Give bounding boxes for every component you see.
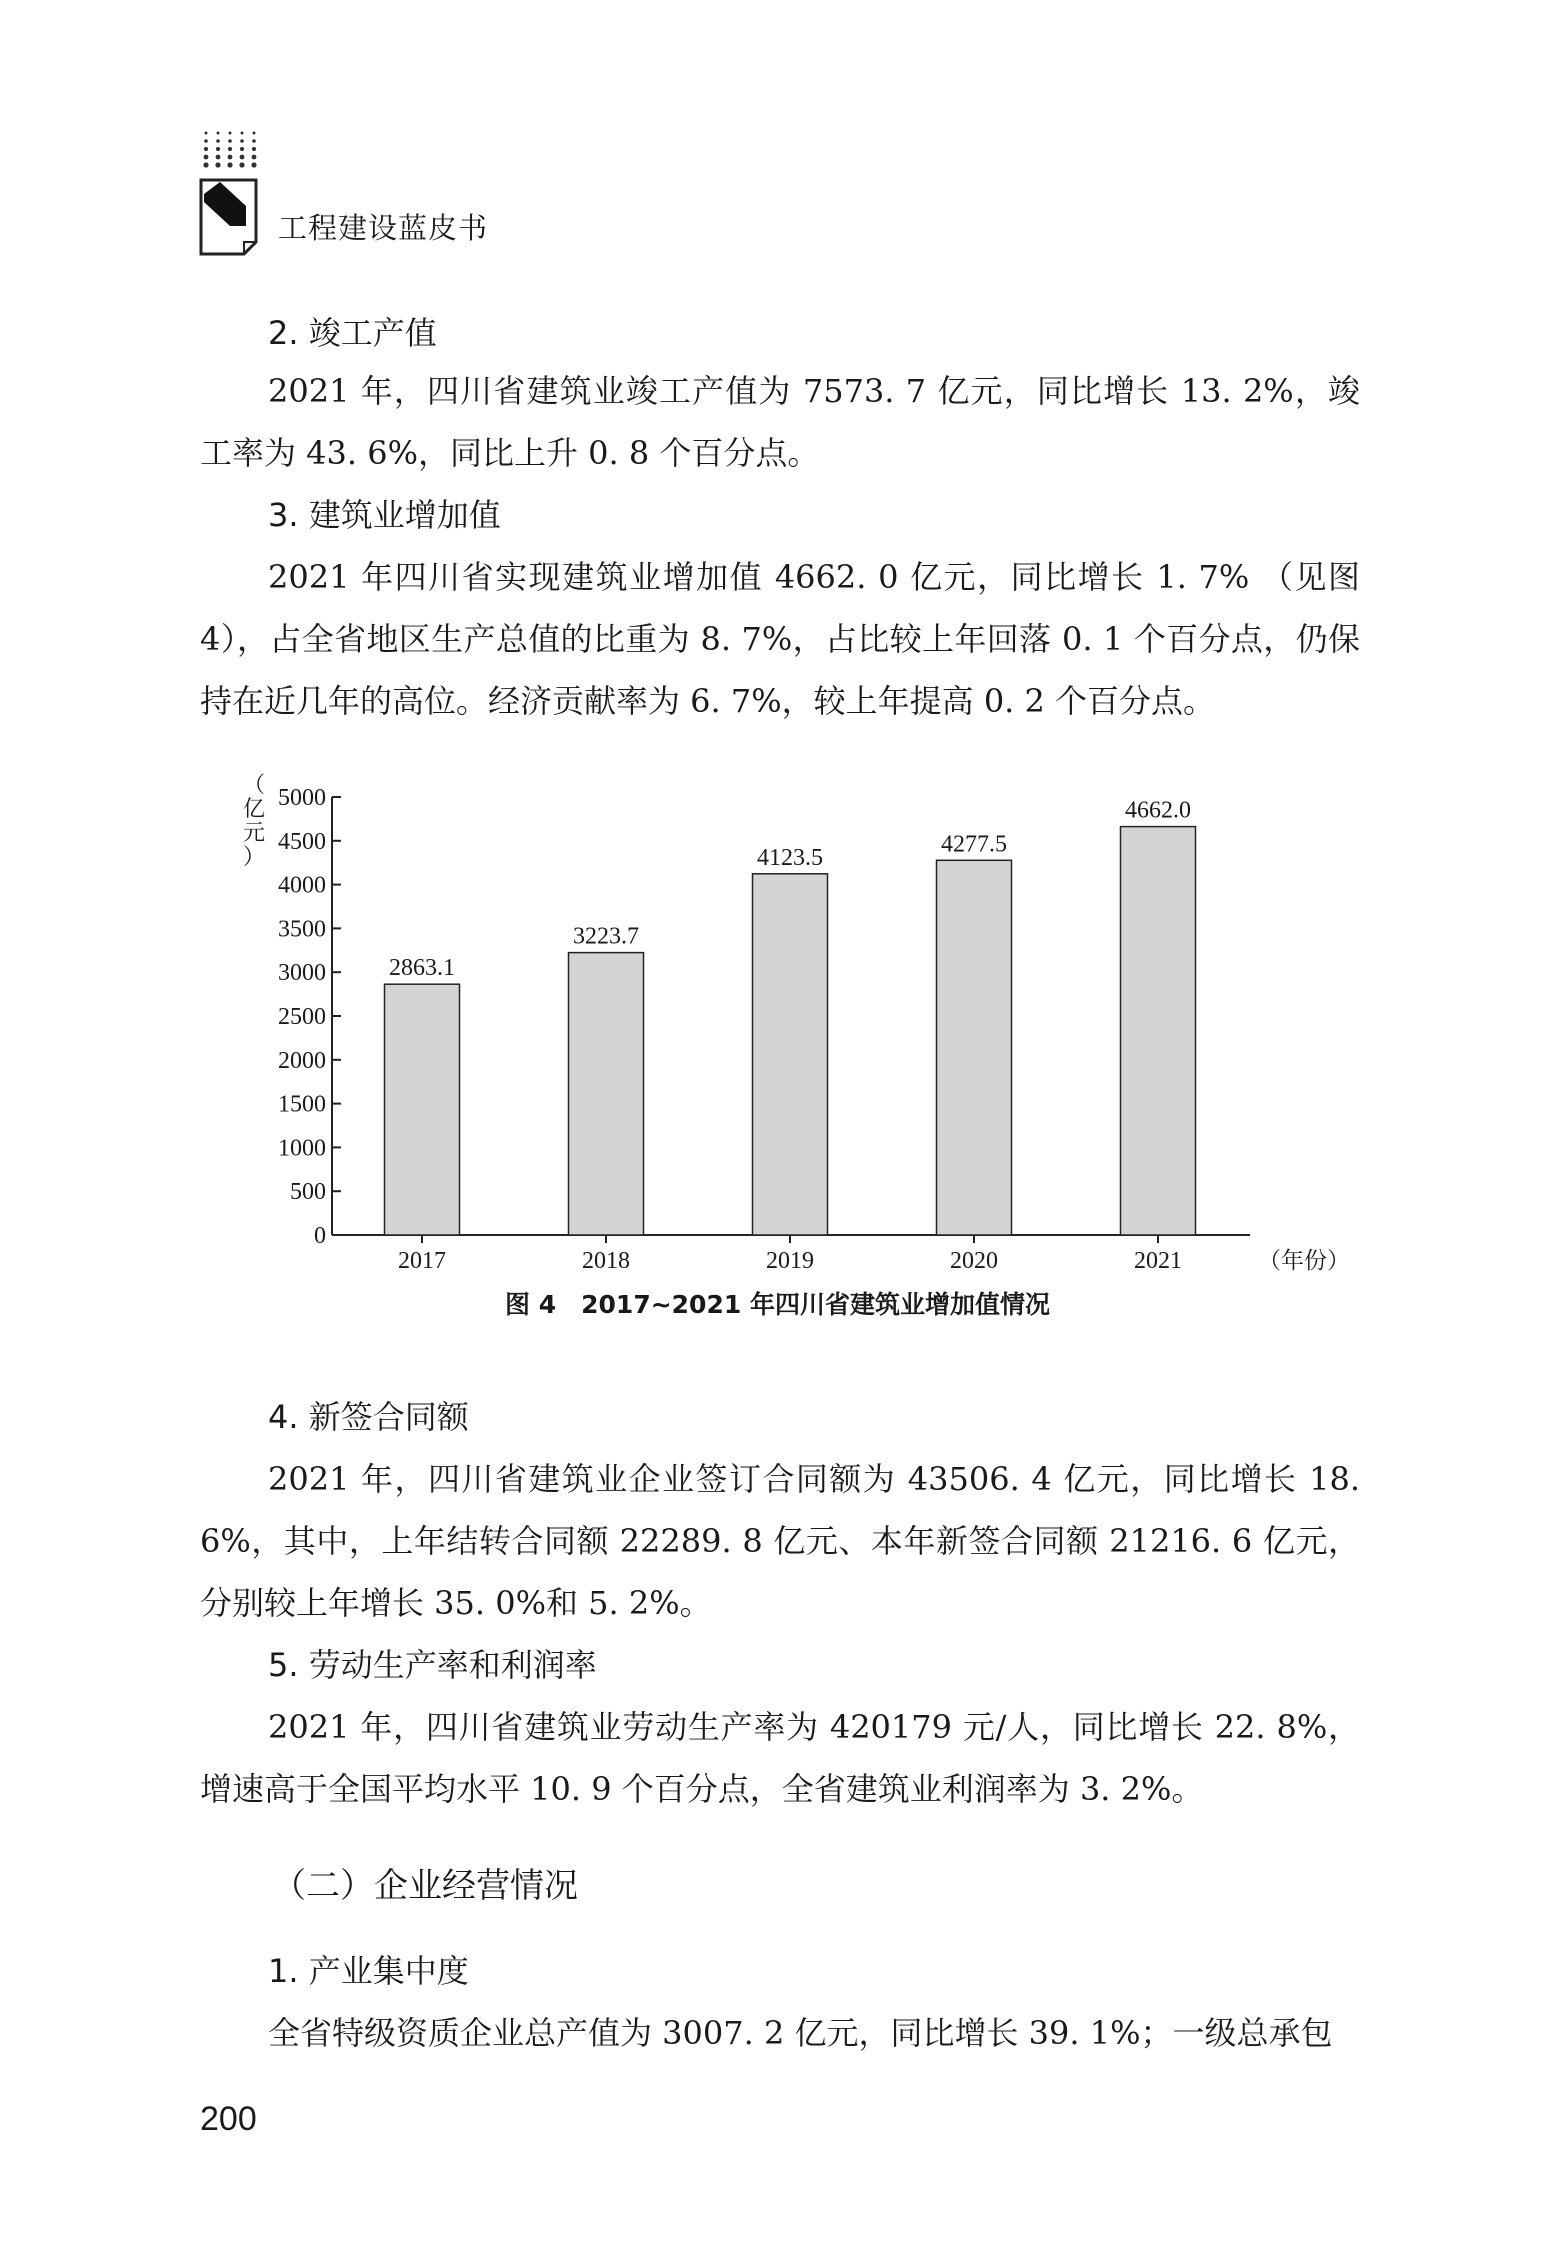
bar-value-label-2019: 4123.5 bbox=[757, 844, 823, 871]
bar-2021 bbox=[1121, 827, 1196, 1235]
bar-2017 bbox=[385, 984, 460, 1235]
header-title: 工程建设蓝皮书 bbox=[278, 211, 489, 245]
x-tick-label-2021: 2021 bbox=[1134, 1248, 1182, 1274]
bar-2020 bbox=[937, 860, 1012, 1235]
book-series-logo bbox=[198, 130, 268, 260]
y-axis-label-char: 亿 bbox=[242, 797, 266, 822]
bar-value-label-2020: 4277.5 bbox=[941, 831, 1007, 858]
bar-value-label-2018: 3223.7 bbox=[573, 923, 639, 950]
y-tick-label: 0 bbox=[314, 1223, 326, 1249]
y-tick-label: 4000 bbox=[278, 872, 326, 899]
section-heading-3: 3. 建筑业增加值 bbox=[268, 496, 501, 534]
x-tick-label-2018: 2018 bbox=[582, 1248, 630, 1274]
y-axis-label-char: （ bbox=[242, 773, 266, 798]
y-tick-label: 500 bbox=[290, 1179, 326, 1206]
y-tick-label: 4500 bbox=[278, 828, 326, 855]
y-tick-label: 1000 bbox=[278, 1135, 326, 1162]
part-heading-enterprise-operations: （二）企业经营情况 bbox=[272, 1866, 578, 1906]
section-heading-5: 5. 劳动生产率和利润率 bbox=[268, 1646, 597, 1684]
x-tick-label-2020: 2020 bbox=[950, 1248, 998, 1274]
y-tick-label: 1500 bbox=[278, 1091, 326, 1118]
value-added-bar-chart bbox=[230, 770, 1350, 1280]
page-number: 200 bbox=[200, 2100, 257, 2138]
y-tick-label: 3500 bbox=[278, 916, 326, 943]
paragraph-completed-output: 2021 年，四川省建筑业竣工产值为 7573. 7 亿元，同比增长 13. 2%，竣工率为 43. 6%，同比上升 0. 8 个百分点。 bbox=[200, 372, 1360, 472]
chart-caption: 图 4 2017~2021 年四川省建筑业增加值情况 bbox=[505, 1290, 1050, 1319]
bar-value-label-2017: 2863.1 bbox=[389, 955, 455, 982]
x-tick-label-2017: 2017 bbox=[398, 1248, 446, 1274]
y-tick-label: 3000 bbox=[278, 960, 326, 987]
y-tick-label: 2000 bbox=[278, 1047, 326, 1074]
paragraph-industry-concentration: 全省特级资质企业总产值为 3007. 2 亿元，同比增长 39. 1%；一级总承包 bbox=[268, 2014, 1333, 2052]
section-heading-4: 4. 新签合同额 bbox=[268, 1398, 469, 1436]
paragraph-productivity: 2021 年，四川省建筑业劳动生产率为 420179 元/人，同比增长 22. 8%，增速高于全国平均水平 10. 9 个百分点，全省建筑业利润率为 3. 2%。 bbox=[200, 1708, 1360, 1808]
y-axis-label-char: 元 bbox=[242, 821, 266, 846]
y-tick-label: 2500 bbox=[278, 1004, 326, 1030]
bar-2018 bbox=[569, 953, 644, 1235]
paragraph-value-added: 2021 年四川省实现建筑业增加值 4662. 0 亿元，同比增长 1. 7% （见图 4），占全省地区生产总值的比重为 8. 7%，占比较上年回落 0. 1 个百分点，仍保持在近几年的高位。经济贡献率为 6. 7%，较上年提高 0. 2 个百分点。 bbox=[200, 558, 1360, 720]
bar-2019 bbox=[753, 874, 828, 1235]
y-axis-label-char: ） bbox=[242, 845, 266, 870]
x-tick-label-2019: 2019 bbox=[766, 1248, 814, 1274]
x-axis-label: （年份） bbox=[1258, 1248, 1350, 1274]
paragraph-new-contracts: 2021 年，四川省建筑业企业签订合同额为 43506. 4 亿元，同比增长 18. 6%，其中，上年结转合同额 22289. 8 亿元、本年新签合同额 21216. 6 亿元，分别较上年增长 35. 0%和 5. 2%。 bbox=[200, 1460, 1360, 1622]
y-tick-label: 5000 bbox=[278, 785, 326, 811]
section-heading-2: 2. 竣工产值 bbox=[268, 314, 437, 352]
section-heading-industry-concentration: 1. 产业集中度 bbox=[268, 1952, 469, 1990]
bar-value-label-2021: 4662.0 bbox=[1125, 797, 1191, 824]
faint-watermark bbox=[830, 860, 850, 880]
